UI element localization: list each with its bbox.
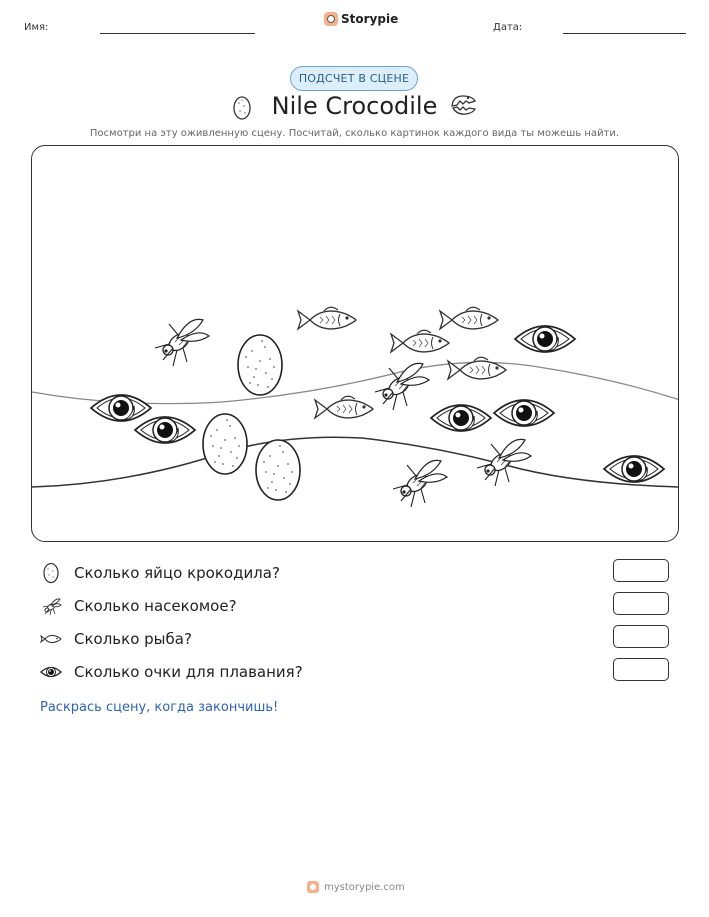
question-fish — [40, 626, 192, 652]
question-text: Сколько очки для плавания? — [74, 663, 303, 681]
crocodile-egg-1 — [238, 335, 282, 395]
question-text: Сколько рыба? — [74, 630, 192, 648]
question-goggles — [40, 659, 303, 685]
brand-logo — [324, 12, 398, 26]
instructions: Посмотри на эту оживленную сцену. Посчитай, сколько картинок каждого вида ты можешь найти. — [89, 128, 620, 139]
fly-4 — [477, 439, 531, 486]
question-text: Сколько насекомое? — [74, 597, 237, 615]
goggle-eye-4 — [431, 405, 491, 431]
page-title: Nile Crocodile — [271, 92, 438, 120]
crocodile-egg-3 — [256, 440, 300, 500]
coloring-note: Раскрась сцену, когда закончишь! — [40, 700, 279, 715]
answer-box-goggles[interactable] — [613, 658, 669, 681]
water-line-bottom — [32, 437, 679, 487]
fly-icon — [40, 595, 62, 617]
eye-icon — [40, 661, 62, 683]
fish-3 — [440, 307, 498, 329]
crocodile-icon — [449, 92, 477, 118]
name-line[interactable] — [100, 33, 255, 34]
fly-1 — [155, 319, 209, 366]
date-label: Дата: — [493, 22, 523, 33]
counting-scene — [31, 145, 679, 542]
crocodile-egg-2 — [203, 414, 247, 474]
answer-box-fish[interactable] — [613, 625, 669, 648]
activity-badge: ПОДСЧЕТ В СЦЕНЕ — [290, 66, 418, 91]
brand-name: Storypie — [341, 12, 399, 26]
goggle-eye-5 — [494, 400, 554, 426]
fish-icon — [40, 628, 62, 650]
goggle-eye-1 — [515, 326, 575, 352]
footer-url: mystorypie.com — [324, 881, 405, 893]
goggle-eye-3 — [135, 417, 195, 443]
date-line[interactable] — [563, 33, 686, 34]
storypie-logo-icon — [307, 881, 319, 893]
fish-2 — [391, 330, 449, 352]
scene-illustration — [32, 146, 679, 542]
goggle-eye-6 — [604, 456, 664, 482]
fish-4 — [448, 357, 506, 379]
storypie-logo-icon — [324, 12, 338, 26]
fish-1 — [298, 307, 356, 329]
question-eggs — [40, 560, 280, 586]
answer-box-eggs[interactable] — [613, 559, 669, 582]
fly-2 — [375, 363, 429, 410]
question-insects — [40, 593, 237, 619]
fly-3 — [393, 460, 447, 507]
footer — [307, 881, 405, 893]
question-text: Сколько яйцо крокодила? — [74, 564, 280, 582]
name-label: Имя: — [24, 22, 49, 33]
fish-5 — [315, 396, 373, 418]
goggle-eye-2 — [91, 395, 151, 421]
egg-icon — [40, 562, 62, 584]
answer-box-insects[interactable] — [613, 592, 669, 615]
